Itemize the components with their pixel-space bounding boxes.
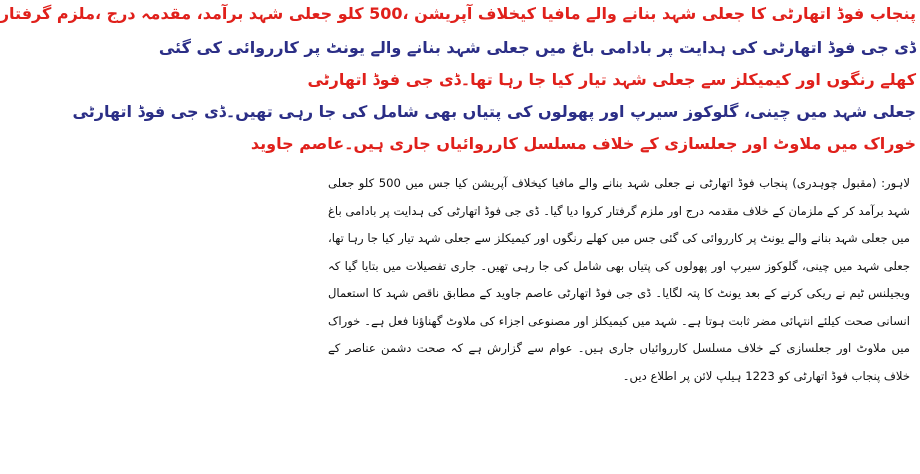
- headline-sub-1: ڈی جی فوڈ اتھارٹی کی ہدایت پر بادامی باغ میں جعلی شہد بنانے والے یونٹ پر کارروائی کی گئی: [158, 38, 916, 57]
- headline-sub-3: جعلی شہد میں چینی، گلوکوز سیرپ اور پھولوں کی پتیاں بھی شامل کی جا رہی تھیں۔ڈی جی فوڈ اتھارٹی: [72, 102, 916, 121]
- article-body: لاہور: (مقبول چوہدری) پنجاب فوڈ اتھارٹی نے جعلی شہد بنانے والے مافیا کیخلاف آپریشن کیا جس میں 500 کلو جعلی شہد برآمد کر کے ملزمان کے خلاف مقدمہ درج اور ملزم گرفتار کروا دیا گیا۔ ڈی جی فوڈ اتھارٹی کی ہدایت پر بادامی باغ میں جعلی شہد بنانے والے یونٹ پر کارروائی کی گئی جس میں کھلے رنگوں اور کیمیکلز سے جعلی شہد تیار کیا جا رہا تھا، جعلی شہد میں چینی، گلوکوز سیرپ اور پھولوں کی پتیاں بھی شامل کی جا رہی تھیں۔ جاری تفصیلات میں بتایا گیا کہ ویجیلنس ٹیم نے ریکی کرنے کے بعد یونٹ کا پتہ لگایا۔ ڈی جی فوڈ اتھارٹی عاصم جاوید کے مطابق ناقص شہد کا استعمال انسانی صحت کیلئے انتہائی مضر ثابت ہوتا ہے۔ شہد میں کیمیکلز اور مصنوعی اجزاء کی ملاوٹ گھناؤنا فعل ہے۔ خوراک میں ملاوٹ اور جعلسازی کے خلاف مسلسل کارروائیاں جاری ہیں۔ عوام سے گزارش ہے کہ صحت دشمن عناصر کے خلاف پنجاب فوڈ اتھارٹی کو 1223 ہیلپ لائن پر اطلاع دیں۔: [328, 176, 911, 383]
- headline-sub-4: خوراک میں ملاوٹ اور جعلسازی کے خلاف مسلسل کارروائیاں جاری ہیں۔عاصم جاوید: [250, 134, 916, 153]
- headline-sub-2: کھلے رنگوں اور کیمیکلز سے جعلی شہد تیار کیا جا رہا تھا۔ڈی جی فوڈ اتھارٹی: [307, 70, 916, 89]
- headline-main: پنجاب فوڈ اتھارٹی کا جعلی شہد بنانے والے مافیا کیخلاف آپریشن ،500 کلو جعلی شہد برآمد، مقدمہ درج ،ملزم گرفتار: [0, 4, 916, 23]
